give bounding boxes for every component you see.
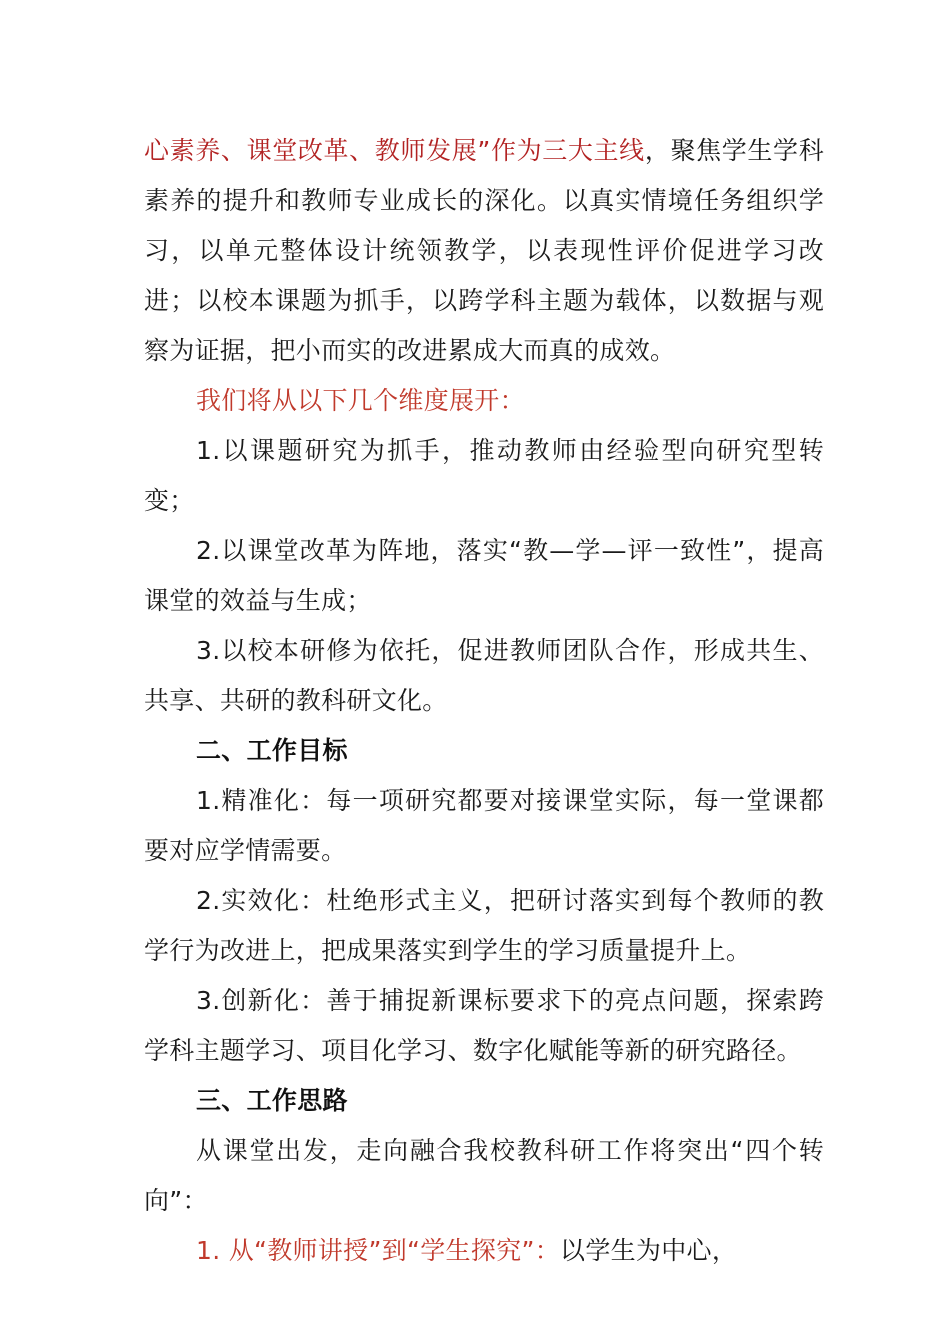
paragraph-text: 以学生为中心， — [560, 1236, 738, 1265]
dimension-item-2: 2.以课堂改革为阵地，落实“教—学—评一致性”，提高课堂的效益与生成； — [144, 536, 824, 615]
red-emphasis-text: 1. 从“教师讲授”到“学生探究”： — [196, 1236, 561, 1265]
paragraph-main-lines — [144, 126, 824, 376]
dimension-item-1: 1.以课题研究为抓手，推动教师由经验型向研究型转变； — [144, 436, 824, 515]
document-body — [144, 126, 824, 1276]
approach-intro: 从课堂出发，走向融合我校教科研工作将突出“四个转向”： — [144, 1136, 824, 1215]
paragraph-text: ，聚焦学生学科素养的提升和教师专业成长的深化。以真实情境任务组织学习，以单元整体设计统领教学，以表现性评价促进学习改进；以校本课题为抓手，以跨学科主题为载体，以数据与观察为证据，把小而实的改进累成大而真的成效。 — [144, 136, 824, 365]
goal-item-1: 1.精准化：每一项研究都要对接课堂实际，每一堂课都要对应学情需要。 — [144, 786, 824, 865]
section-heading-approach: 三、工作思路 — [196, 1086, 348, 1115]
approach-item-1 — [144, 1226, 824, 1276]
section-heading-goals: 二、工作目标 — [196, 736, 348, 765]
dimension-item-3: 3.以校本研修为依托，促进教师团队合作，形成共生、共享、共研的教科研文化。 — [144, 636, 824, 715]
dimensions-intro: 我们将从以下几个维度展开： — [196, 386, 525, 415]
goal-item-2: 2.实效化：杜绝形式主义，把研讨落实到每个教师的教学行为改进上，把成果落实到学生的学习质量提升上。 — [144, 886, 824, 965]
red-emphasis-text: 心素养、课堂改革、教师发展”作为三大主线 — [144, 136, 645, 165]
goal-item-3: 3.创新化：善于捕捉新课标要求下的亮点问题，探索跨学科主题学习、项目化学习、数字化赋能等新的研究路径。 — [144, 986, 824, 1065]
